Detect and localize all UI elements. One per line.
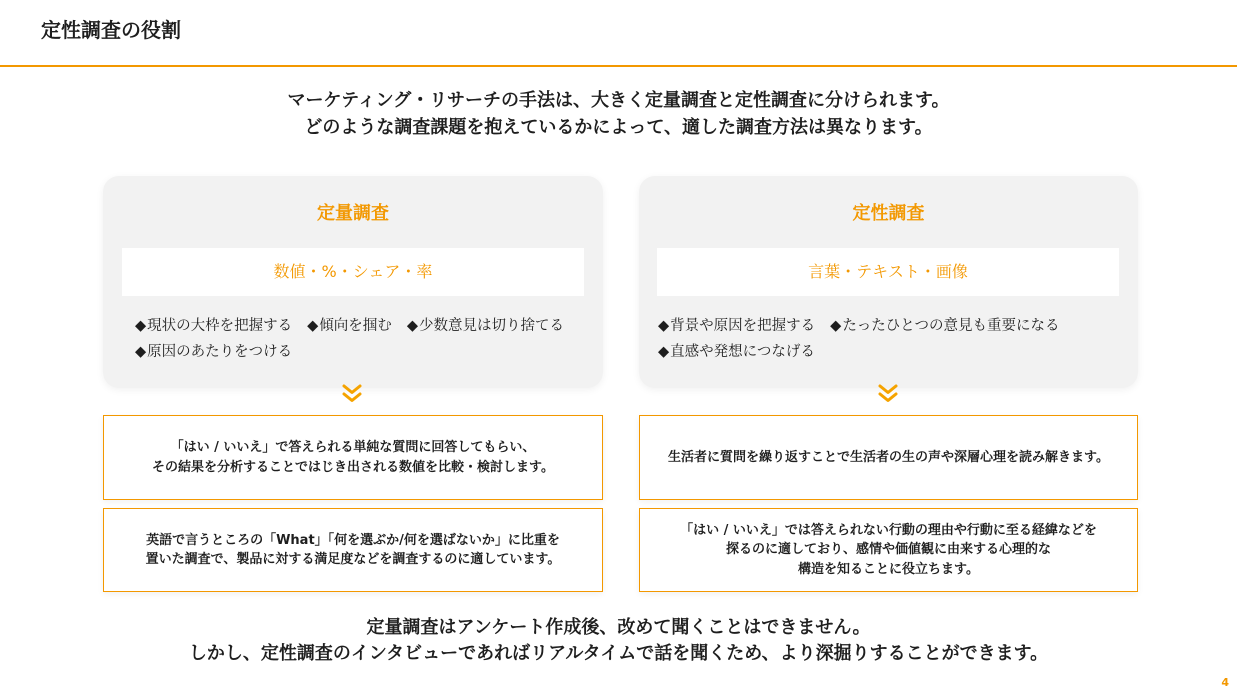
diamond-bullet-icon: ◆	[406, 318, 418, 334]
bullet-row	[658, 339, 1075, 365]
description-line: 構造を知ることに役立ちます。	[798, 561, 979, 577]
bullet-label: 直感や発想につなげる	[670, 344, 815, 360]
description-line: その結果を分析することではじき出される数値を比較・検討します。	[152, 459, 554, 475]
qualitative-research-card	[639, 176, 1138, 388]
qualitative-description-box	[639, 508, 1138, 592]
conclusion-line: 定量調査はアンケート作成後、改めて聞くことはできません。	[366, 617, 871, 638]
bullet-label: たったひとつの意見も重要になる	[842, 318, 1060, 334]
description-line: 英語で言うところの「What」「何を選ぶか/何を選ばないか」に比重を	[146, 532, 560, 548]
bullet-item	[658, 339, 815, 365]
keyword-box	[122, 248, 584, 296]
description-line: 「はい / いいえ」では答えられない行動の理由や行動に至る経緯などを	[680, 522, 1097, 538]
bullet-item	[307, 313, 392, 339]
bullet-list	[658, 313, 1075, 365]
quantitative-description-box	[103, 415, 603, 500]
conclusion-text	[0, 615, 1237, 667]
bullet-item	[135, 313, 292, 339]
diamond-bullet-icon: ◆	[135, 318, 147, 334]
bullet-item	[830, 313, 1059, 339]
bullet-row	[658, 313, 1075, 339]
diamond-bullet-icon: ◆	[307, 318, 319, 334]
description-line: 「はい / いいえ」で答えられる単純な質問に回答してもらい、	[170, 440, 536, 455]
bullet-item	[407, 313, 564, 339]
diamond-bullet-icon: ◆	[658, 344, 670, 360]
bullet-label: 少数意見は切り捨てる	[418, 318, 564, 334]
diamond-bullet-icon: ◆	[830, 318, 842, 334]
diamond-bullet-icon: ◆	[658, 318, 670, 334]
card-title: 定性調査	[852, 203, 925, 224]
intro-line: どのような調査課題を抱えているかによって、適した調査方法は異なります。	[304, 117, 933, 138]
diamond-bullet-icon: ◆	[135, 344, 147, 360]
description-line: 生活者に質問を繰り返すことで生活者の生の声や深層心理を読み解きます。	[668, 449, 1109, 465]
card-title: 定量調査	[317, 203, 389, 224]
description-line: 置いた調査で、製品に対する満足度などを調査するのに適しています。	[145, 552, 561, 567]
double-chevron-down-icon	[341, 384, 363, 404]
quantitative-research-card	[103, 176, 603, 388]
bullet-list	[135, 313, 579, 365]
qualitative-description-box	[639, 415, 1138, 500]
bullet-label: 傾向を掴む	[319, 318, 392, 334]
bullet-row	[135, 313, 579, 339]
description-line: 探るのに適しており、感情や価値観に由来する心理的な	[725, 542, 1051, 558]
double-chevron-down-icon	[877, 384, 899, 404]
quantitative-description-box	[103, 508, 603, 592]
bullet-item	[135, 339, 292, 365]
slide-title: 定性調査の役割	[41, 18, 181, 42]
keyword-text: 言葉・テキスト・画像	[808, 262, 968, 281]
bullet-label: 原因のあたりをつける	[147, 344, 293, 360]
keyword-box	[657, 248, 1119, 296]
bullet-row	[135, 339, 579, 365]
page-number: 4	[1221, 676, 1229, 689]
bullet-label: 現状の大枠を把握する	[147, 318, 293, 334]
keyword-text: 数値・%・シェア・率	[273, 262, 433, 281]
conclusion-line: しかし、定性調査のインタビューであればリアルタイムで話を聞くため、より深掘りすることができます。	[188, 643, 1049, 664]
header-divider	[0, 65, 1237, 67]
bullet-item	[658, 313, 815, 339]
intro-text	[0, 87, 1237, 141]
bullet-label: 背景や原因を把握する	[670, 318, 816, 334]
intro-line: マーケティング・リサーチの手法は、大きく定量調査と定性調査に分けられます。	[287, 90, 950, 111]
